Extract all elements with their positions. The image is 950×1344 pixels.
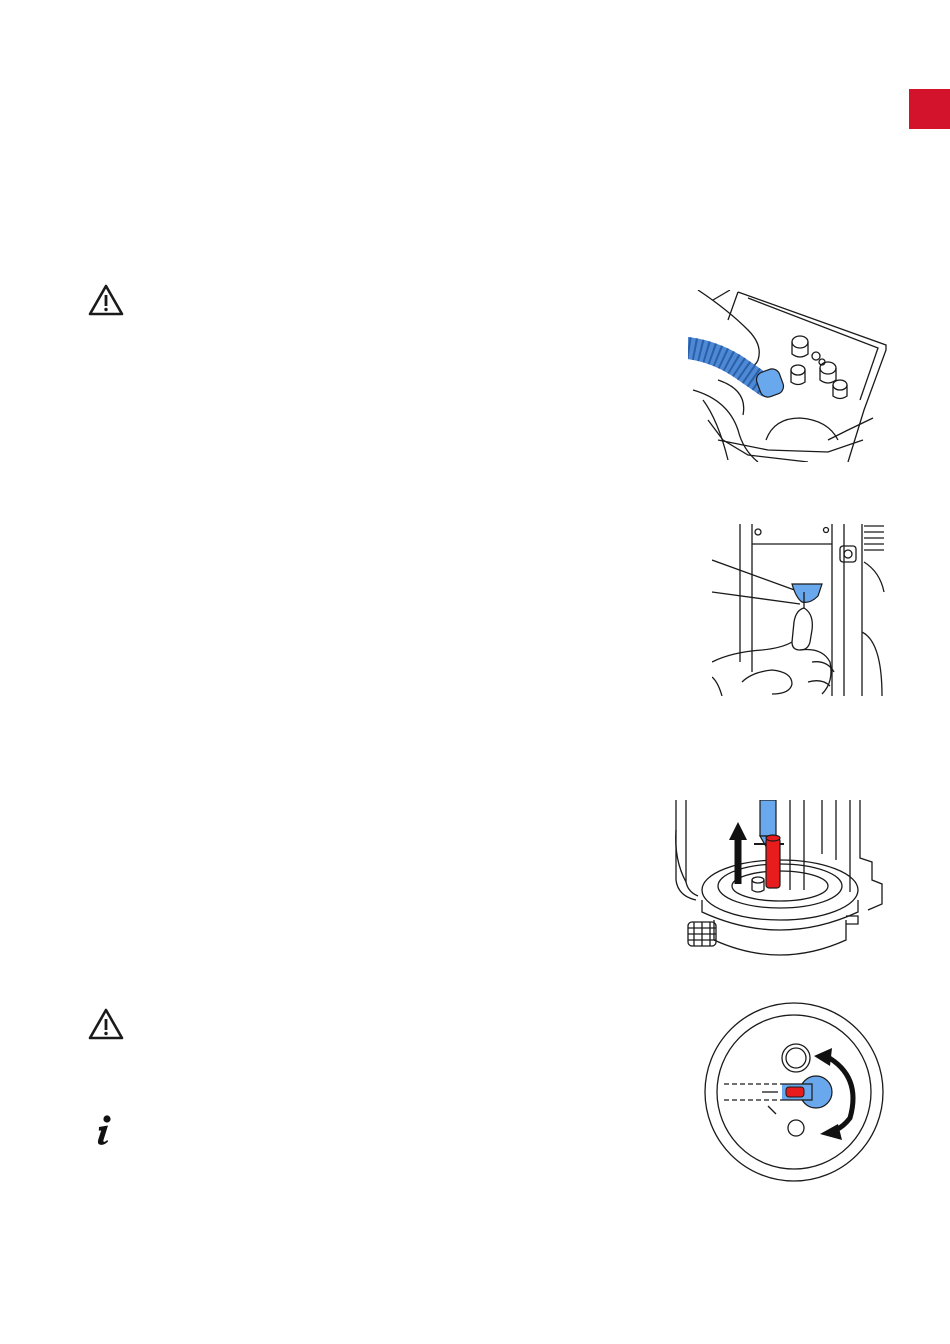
pin-lift-illustration	[672, 800, 886, 968]
section-tab-marker	[909, 89, 950, 129]
warning-triangle-icon	[88, 1008, 124, 1040]
valve-press-illustration	[712, 522, 886, 696]
info-icon	[90, 1113, 120, 1147]
knob-rotation-illustration	[702, 1000, 886, 1186]
hose-connection-illustration	[688, 290, 888, 462]
warning-triangle-icon	[88, 284, 124, 316]
